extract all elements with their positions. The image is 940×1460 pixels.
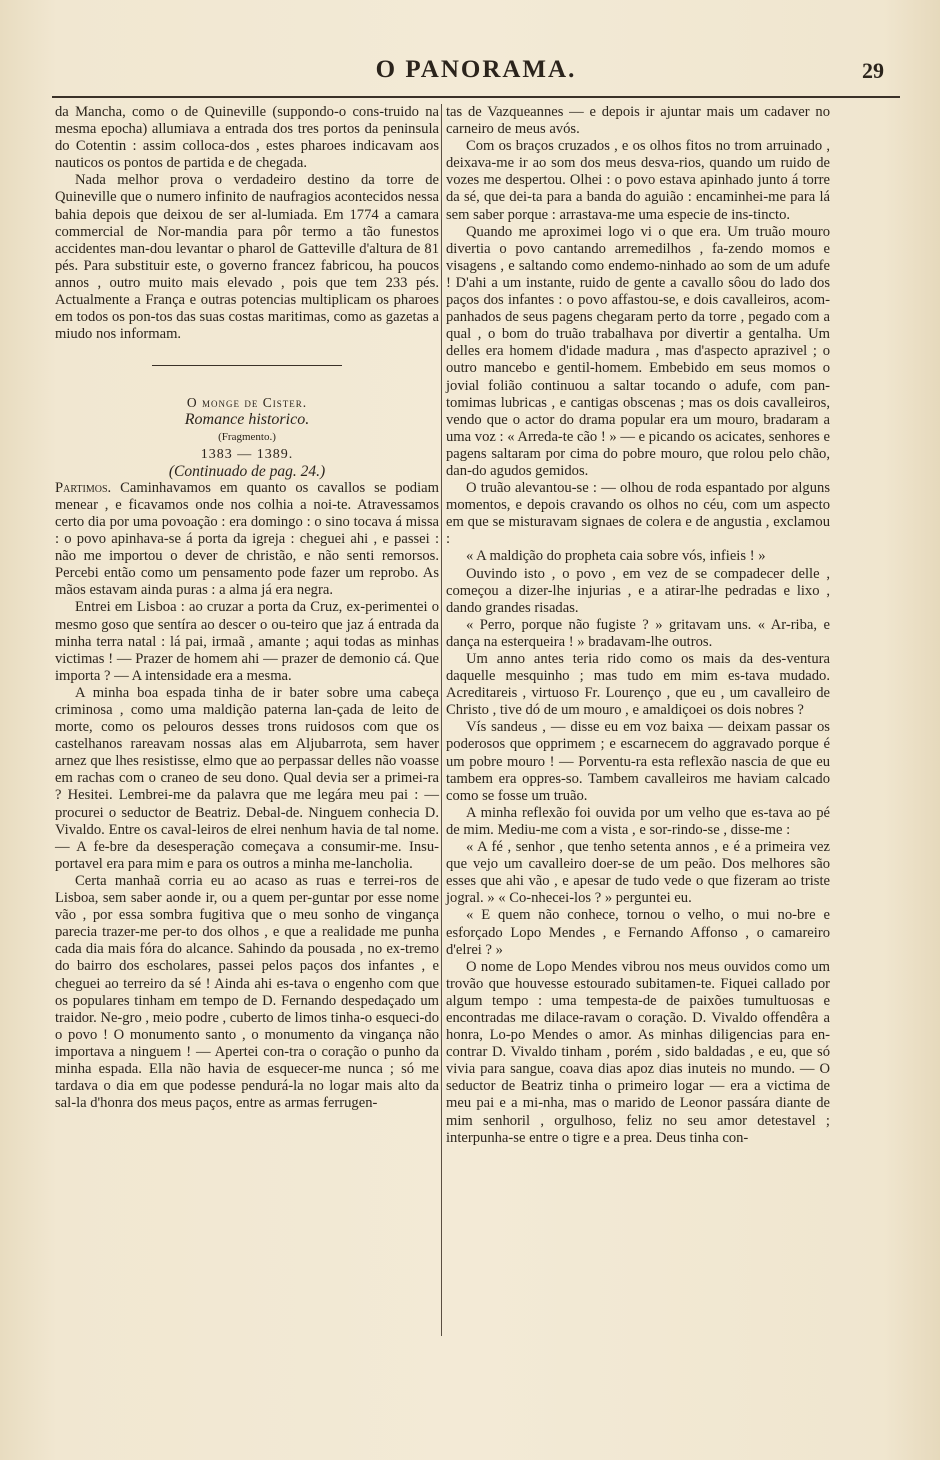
paragraph: tas de Vazqueannes — e depois ir ajuntar mais um cadaver no carneiro de meus avós. — [446, 104, 830, 138]
section-divider — [152, 365, 342, 366]
right-column — [446, 104, 830, 1147]
story-years: 1383 — 1389. — [200, 446, 294, 462]
quotation: « A maldição do propheta caia sobre vós, infieis ! » — [466, 548, 766, 565]
paragraph: O nome de Lopo Mendes vibrou nos meus ouvidos como um trovão que houvesse estourado subitamen-te. Fiquei callado por algum tempo : uma tempesta-de de paixões tumultuosas e encontradas me dilace-ravam o coração. D. Vivaldo offendêra a honra, Lo-po Mendes o amor. As minhas diligencias para en-contrar D. Vivaldo tinham , porém , sido baldadas , e eu, que só vivia para sangue, coava dias apoz dias inuteis no mundo. — O seductor de Beatriz tinha o primeiro logar — era a victima de meu pai e a mi-nha, mas o marido de Leonor passára diante de mim senhoril , orgulhoso, feliz no seu amor detestavel ; interpunha-se entre o tigre e a prea. Deus tinha con- — [446, 958, 830, 1146]
story-title-prefix: O — [186, 395, 198, 411]
page-number: 29 — [862, 58, 884, 83]
paragraph — [55, 480, 439, 600]
paragraph: da Mancha, como o de Quineville (suppondo-o cons-truido na mesma epocha) allumiava a entrada dos tres portos da peninsula do Cotentin : assim colloca-dos , estes pharoes indicavam aos nauticos os pontos de partida e de chegada. — [55, 104, 439, 172]
story-subtitle: Romance historico. — [184, 411, 310, 429]
paragraph: Nada melhor prova o verdadeiro destino da torre de Quineville que o numero infinito de naufragios acontecidos nessa bahia depois que deixou de ser al-lumiada. Em 1774 a camara commercial de Nor-mandia para pôr termo a tão funestos accidentes man-dou levantar o pharol de Gatteville d'altura de 81 pés. Para substituir este, o governo francez fabricou, ha poucos annos , outro muito mais elevado , pois que tem 233 pés. Actualmente a França e outras potencias multiplicam os pharoes em todos os pon-tos das suas costas maritimas, como as gazetas a miudo nos informam. — [55, 172, 439, 343]
story-title-rest: monge de Cister. — [201, 395, 308, 411]
lead-word: Partimos. — [55, 479, 112, 496]
quotation: « Perro, porque não fugiste ? » gritavam uns. « Ar-riba, e dança na esterqueira ! » bradavam-lhe outros. — [446, 616, 830, 650]
story-title — [55, 394, 439, 411]
paragraph: Um anno antes teria rido como os mais da des-ventura daquelle mesquinho ; mas tudo em mim es-tava mudado. Acreditareis , virtuoso Fr. Lourenço , que eu , um cavalleiro de Christo , tive dó de um mouro , e amaldiçoei os dois nobres ? — [446, 651, 830, 719]
quotation: « E quem não conhece, tornou o velho, o mui no-bre e esforçado Lopo Mendes , e Fernando Affonso , o camareiro d'elrei ? » — [446, 907, 830, 958]
paragraph: Com os braços cruzados , e os olhos fitos no trom arruinado , deixava-me ir ao som dos meus desva-rios, quando um ruido de vozes me despertou. Olhei : o povo estava apinhado junto á torre da sé, que dei-ta para a banda do aguião : encaminhei-me para lá sem saber porque : arrastava-me uma especie de ins-tincto. — [446, 138, 830, 223]
paragraph: Certa manhaã corria eu ao acaso as ruas e terrei-ros de Lisboa, sem saber aonde ir, ou a quem per-guntar por esse nome vão , por essa sombra fugitiva que o meu sonho de vingança parecia trazer-me per-to dos olhos , e que a realidade me punha cada dia mais fóra do alcance. Sahindo da pousada , no ex-tremo do bairro dos escholares, passei pelos paços dos infantes , e cheguei ao terreiro da sé ! Ainda ahi es-tava o engenho com que os populares tinham em tempo de D. Fernando despedaçado um traidor. Ne-gro , meio podre , cuberto de limos tinha-o esqueci-do o povo ! O monumento santo , o monumento da vingança não importava a ninguem ! — Apertei con-tra o coração o punho da minha espada. Ella não havia de esquecer-me nunca ; só me tardava o dia em que podesse pendurá-la no logar mais alto da sal-la d'honra dos meus paços, entre as armas ferrugen- — [55, 872, 439, 1112]
paragraph: O truão alevantou-se : — olhou de roda espantado por alguns momentos, e depois cravando os olhos no céu, com um aspecto em que se misturavam signaes de colera e de angustia , exclamou : — [446, 480, 830, 548]
story-fragment-note: (Fragmento.) — [218, 430, 276, 443]
paragraph-text: Caminhavamos em quanto os cavallos se podiam menear , e ficavamos onde nos colhia a noi-te. Atravessamos certo dia por uma povoação : era domingo : o sino tocava á missa : o povo apinhava-se á porta da igreja : cheguei ahi , e passei : não me importou o dever de christão, e não senti remorsos. Percebi então como um pensamento pode fazer um reprobo. As mãos estavam ainda puras : a alma já era negra. — [55, 479, 439, 599]
paragraph: Ouvindo isto , o povo , em vez de se compadecer delle , começou a dizer-lhe injurias , e a atirar-lhe pedradas e lixo , dando grandes risadas. — [446, 565, 830, 616]
paragraph: Quando me aproximei logo vi o que era. Um truão mouro divertia o povo cantando arremedilhos , fa-zendo momos e visagens , e saltando como endemo-ninhado ao som de um adufe ! D'ahi a um instante, ruido de gente a cavallo sôou do lado dos paços dos infantes : o povo affastou-se, e dois cavalleiros, acom-panhados de seus pagens chegaram perto da torre , pegado com a qual , o bom do truão trabalhava por divertir a gentalha. Um delles era homem d'idade madura , mas d'aspecto aprazivel ; o outro mancebo e gentil-homem. Embebido em seus momos o jovial folião continuou a saltar tocando o adufe, com pan-tomimas lubricas , e cantigas obscenas ; mas os dois cavalleiros, vendo que o actor do drama popular era um mouro, bradaram a uma voz : « Arreda-te cão ! » — e picando os acicates, senhores e pagens saltaram por cima do pobre mouro, que rolou pelo chão, dan-do agudos gemidos. — [446, 223, 830, 479]
left-column — [55, 104, 439, 1112]
paragraph: A minha boa espada tinha de ir bater sobre uma cabeça criminosa , como uma maldição paterna lan-çada de leito de morte, como os pelouros desses trons ruidosos com que os castelhanos rareavam nossas alas em Aljubarrota, sem haver arnez que lhes resistisse, elmo que ao perpassar delles não voasse em rachas com o craneo de seu dono. Qual devia ser a primei-ra ? Hesitei. Lembrei-me da palavra que me legára meu pai : — procurei o seductor de Beatriz. Debal-de. Ninguem conhecia D. Vivaldo. Entre os caval-leiros de elrei nenhum havia de tal nome. — A fe-bre da desesperação começava a consumir-me. Insu-portavel era para mim e para os outros a minha me-lancholia. — [55, 684, 439, 872]
paragraph: Entrei em Lisboa : ao cruzar a porta da Cruz, ex-perimentei o mesmo goso que sentíra ao descer o ou-teiro que jaz á entrada da minha terra natal : lá pai, irmaã , amante ; aqui todas as minhas victimas ! — Prazer de homem ahi — prazer de demonio cá. Que importa ? — A intensidade era a mesma. — [55, 599, 439, 684]
running-header — [52, 56, 900, 98]
paragraph: Vís sandeus , — disse eu em voz baixa — deixam passar os poderosos que opprimem ; e escarnecem do aggravado porque é um pobre mouro ! — Porventu-ra esta reflexão nascia de que eu tambem era oppres-so. Tambem cavalleiros me haviam calcado como se fosse um truão. — [446, 719, 830, 804]
paragraph: A minha reflexão foi ouvida por um velho que es-tava ao pé de mim. Mediu-me com a vista , e sor-rindo-se , disse-me : — [446, 804, 830, 838]
continuation-note: (Continuado de pag. 24.) — [168, 462, 326, 480]
journal-title: O PANORAMA. — [375, 56, 577, 83]
column-rule — [441, 104, 442, 1336]
quotation: « A fé , senhor , que tenho setenta annos , e é a primeira vez que vejo um cavalleiro doer-se de um peão. Dos melhores são esses que ahi vão , e apesar de tudo vede o que fizeram ao triste jogral. » « Co-nhecei-los ? » perguntei eu. — [446, 839, 830, 907]
